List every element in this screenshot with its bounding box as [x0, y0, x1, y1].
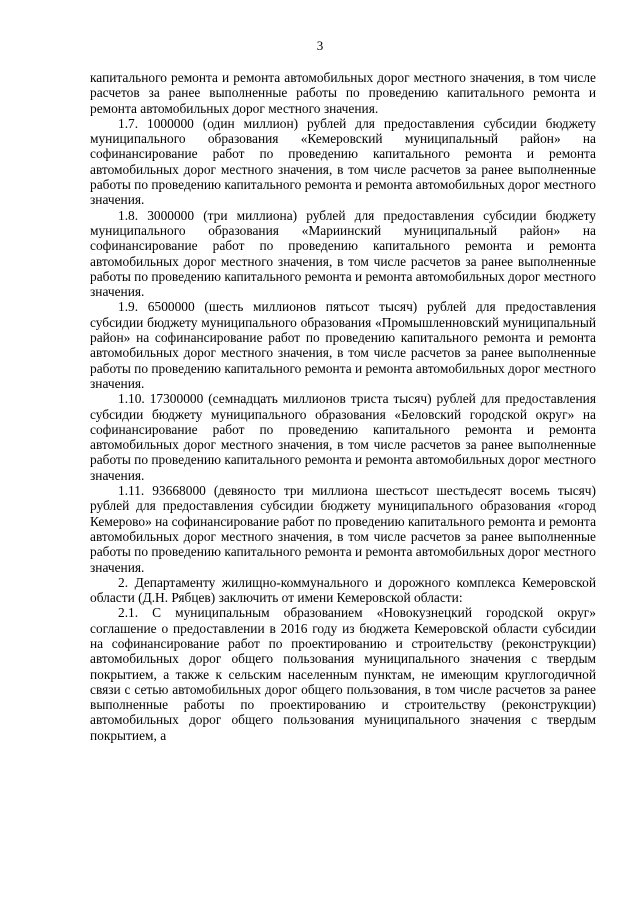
paragraph-2-1: 2.1. С муниципальным образованием «Новокузнецкий городской округ» соглашение о предоставлении в 2016 году из бюджета Кемеровской области субсидии на софинансирование работ по проектированию и строительству (реконструкции) автомобильных дорог общего пользования муниципального значения с твердым покрытием, а также к сельским населенным пунктам, не имеющим круглогодичной связи с сетью автомобильных дорог общего пользования, в том числе расчетов за ранее выполненные работы по проектированию и строительству (реконструкции) автомобильных дорог общего пользования муниципального значения с твердым покрытием, а [90, 605, 596, 743]
paragraph-1-10: 1.10. 17300000 (семнадцать миллионов триста тысяч) рублей для предоставления субсидии бюджету муниципального образования «Беловский городской округ» на софинансирование работ по проведению капитального ремонта и ремонта автомобильных дорог местного значения, в том числе расчетов за ранее выполненные работы по проведению капитального ремонта и ремонта автомобильных дорог местного значения. [90, 391, 596, 483]
paragraph-2: 2. Департаменту жилищно-коммунального и дорожного комплекса Кемеровской области (Д.Н. Рябцев) заключить от имени Кемеровской области: [90, 574, 596, 606]
paragraph-1-7: 1.7. 1000000 (один миллион) рублей для предоставления субсидии бюджету муниципального образования «Кемеровский муниципальный район» на софинансирование работ по проведению капитального ремонта и ремонта автомобильных дорог местного значения, в том числе расчетов за ранее выполненные работы по проведению капитального ремонта и ремонта автомобильных дорог местного значения. [90, 115, 596, 208]
paragraph-1-9: 1.9. 6500000 (шесть миллионов пятьсот тысяч) рублей для предоставления субсидии бюджету муниципального образования «Промышленновский муниципальный район» на софинансирование работ по проведению капитального ремонта и ремонта автомобильных дорог местного значения, в том числе расчетов за ранее выполненные работы по проведению капитального ремонта и ремонта автомобильных дорог местного значения. [90, 299, 596, 391]
document-body [90, 70, 596, 743]
paragraph-1-8: 1.8. 3000000 (три миллиона) рублей для предоставления субсидии бюджету муниципального образования «Мариинский муниципальный район» на софинансирование работ по проведению капитального ремонта и ремонта автомобильных дорог местного значения, в том числе расчетов за ранее выполненные работы по проведению капитального ремонта и ремонта автомобильных дорог местного значения. [90, 207, 596, 300]
paragraph-continuation: капитального ремонта и ремонта автомобильных дорог местного значения, в том числе расчетов за ранее выполненные работы по проведению капитального ремонта и ремонта автомобильных дорог местного значения. [90, 70, 596, 116]
paragraph-1-11: 1.11. 93668000 (девяносто три миллиона шестьсот шестьдесят восемь тысяч) рублей для предоставления субсидии бюджету муниципального образования «город Кемерово» на софинансирование работ по проведению капитального ремонта и ремонта автомобильных дорог местного значения, в том числе расчетов за ранее выполненные работы по проведению капитального ремонта и ремонта автомобильных дорог местного значения. [90, 483, 597, 575]
page-number: 3 [316, 38, 324, 53]
